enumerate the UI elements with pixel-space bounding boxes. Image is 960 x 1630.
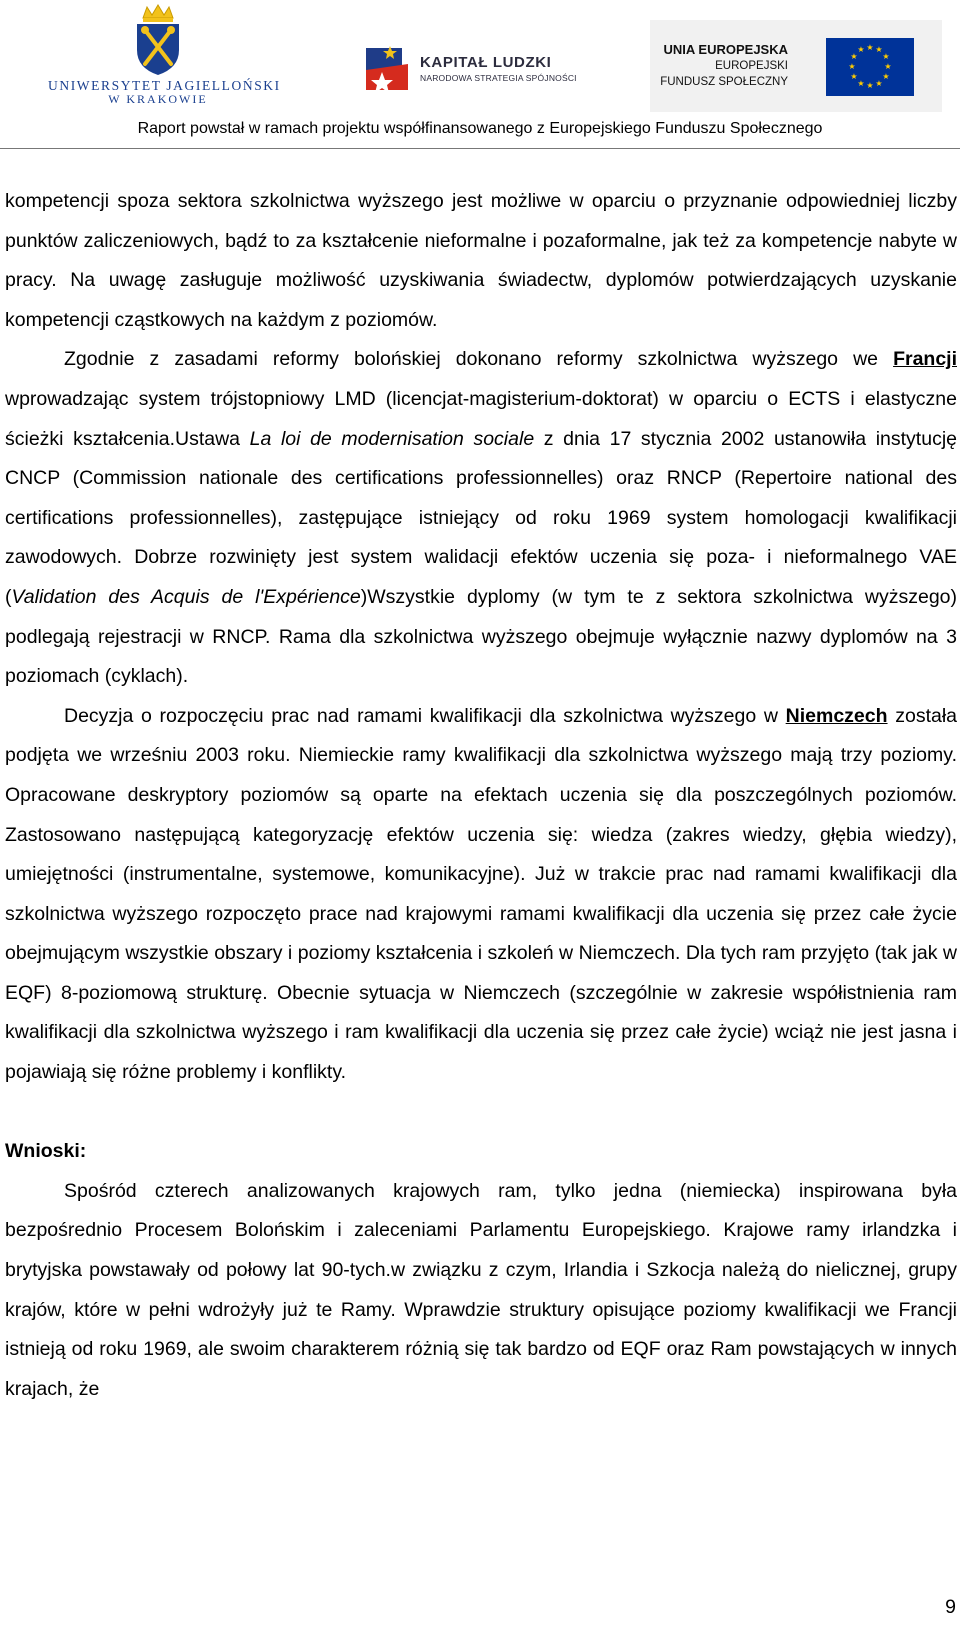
paragraph-1: kompetencji spoza sektora szkolnictwa wyższego jest możliwe w oparciu o przyznanie odpowiedniej liczby punktów zaliczeniowych, bądź to za kształcenie nieformalne i pozaformalne, jak też za kompetencje nabyte w pracy. Na uwagę zasługuje możliwość uzyskiwania świadectw, dyplomów potwierdzających uzyskanie kompetencji cząstkowych na każdym z poziomów. bbox=[5, 190, 957, 331]
eu-flag-icon bbox=[826, 38, 914, 96]
paragraph-2-italic-2: Validation des Acquis de l'Expérience bbox=[11, 585, 361, 608]
uj-name: UNIWERSYTET JAGIELLOŃSKI bbox=[48, 78, 281, 93]
spacer bbox=[5, 1093, 957, 1133]
svg-text:★: ★ bbox=[875, 79, 883, 88]
paragraph-3 bbox=[5, 697, 957, 1093]
svg-text:★: ★ bbox=[857, 79, 865, 88]
svg-text:★: ★ bbox=[882, 52, 890, 61]
header-divider bbox=[0, 148, 960, 149]
svg-text:★: ★ bbox=[848, 62, 856, 71]
eu-line1: UNIA EUROPEJSKA bbox=[663, 42, 788, 57]
svg-text:★: ★ bbox=[850, 72, 858, 81]
paragraph-2-italic-1: La loi de modernisation sociale bbox=[249, 427, 535, 450]
kapital-ludzki-title: KAPITAŁ LUDZKI bbox=[420, 54, 552, 71]
header-caption: Raport powstał w ramach projektu współfinansowanego z Europejskiego Funduszu Społecznego bbox=[137, 120, 823, 137]
paragraph-2-text-b: wprowadzając system trójstopniowy LMD (licencjat-magisterium-doktorat) w oparciu o ECTS i elastyczne ścieżki kształcenia.Ustawa bbox=[5, 387, 957, 450]
eu-line3: FUNDUSZ SPOŁECZNY bbox=[660, 76, 788, 88]
page-number: 9 bbox=[945, 1596, 956, 1618]
svg-text:★: ★ bbox=[875, 45, 883, 54]
niemcy-link[interactable]: Niemczech bbox=[785, 704, 888, 727]
kapital-ludzki-subtitle: NARODOWA STRATEGIA SPÓJNOŚCI bbox=[420, 73, 577, 83]
svg-text:★: ★ bbox=[866, 43, 874, 52]
kapital-ludzki-logo bbox=[362, 42, 602, 96]
svg-text:★: ★ bbox=[866, 81, 874, 90]
eu-line2: EUROPEJSKI bbox=[715, 60, 788, 72]
page-header bbox=[0, 0, 960, 135]
uj-city: W KRAKOWIE bbox=[108, 92, 208, 106]
kapital-ludzki-emblem-icon bbox=[362, 42, 414, 94]
paragraph-2-text-d: )Wszystkie dyplomy (w tym te z sektora szkolnictwa wyższego) podlegają rejestracji w RNCP. Rama dla szkolnictwa wyższego obejmuje wyłącznie nazwy dyplomów na 3 poziomach (cyklach). bbox=[5, 585, 958, 688]
uj-crest-icon bbox=[123, 4, 193, 76]
paragraph-3-text-b: została podjęta we wrześniu 2003 roku. Niemieckie ramy kwalifikacji dla szkolnictwa wyższego mają trzy poziomy. Opracowane deskryptory poziomów są oparte na efektach uczenia się dla poszczególnych poziomów. Zastosowano następującą kategoryzację efektów uczenia się: wiedza (zakres wiedzy, głębia wiedzy), umiejętności (instrumentalne, systemowe, komunikacyjne). Już w trakcie prac nad ramami kwalifikacji dla szkolnictwa wyższego rozpoczęto prace nad krajowymi ramami kwalifikacji dla uczenia się przez całe życie obejmującym wszystkie obszary i poziomy kształcenia i szkoleń w Niemczech. Dla tych ram przyjęto (tak jak w EQF) 8-poziomową strukturę. Obecnie sytuacja w Niemczech (szczególnie w zakresie współistnienia ram kwalifikacji dla szkolnictwa wyższego i ram kwalifikacji dla uczenia się przez całe życie) wciąż nie jest jasna i pojawiają się różne problemy i konflikty. bbox=[5, 704, 958, 1084]
paragraph-3-text-a: Decyzja o rozpoczęciu prac nad ramami kwalifikacji dla szkolnictwa wyższego w bbox=[64, 704, 786, 727]
eu-efs-logo bbox=[650, 20, 942, 112]
uj-logo bbox=[48, 4, 281, 106]
eu-text bbox=[658, 42, 788, 90]
svg-text:★: ★ bbox=[850, 52, 858, 61]
paragraph-2 bbox=[5, 340, 957, 696]
paragraph-2-text-a: Zgodnie z zasadami reformy bolońskiej dokonano reformy szkolnictwa wyższego we bbox=[64, 348, 894, 371]
svg-text:★: ★ bbox=[884, 62, 892, 71]
paragraph-4: Spośród czterech analizowanych krajowych ram, tylko jedna (niemiecka) inspirowana była bezpośrednio Procesem Bolońskim i zaleceniami Parlamentu Europejskiego. Krajowe ramy irlandzka i brytyjska powstawały od połowy lat 90-tych.w związku z czym, Irlandia i Szkocja należą do nielicznej, grupy krajów, które w pełni wdrożyły już te Ramy. Wprawdzie struktury opisujące poziomy kwalifikacji we Francji istnieją od roku 1969, ale swoim charakterem różnią się tak bardzo od EQF oraz Ram powstających w innych krajach, że bbox=[5, 1179, 957, 1400]
document-body bbox=[5, 182, 957, 1409]
conclusions-heading: Wnioski: bbox=[5, 1140, 87, 1163]
paragraph-2-text-c: z dnia 17 stycznia 2002 ustanowiła instytucję CNCP (Commission nationale des certifications professionnelles) oraz RNCP (Repertoire national des certifications professionnelles), zastępujące istniejący od roku 1969 system homologacji kwalifikacji zawodowych. Dobrze rozwinięty jest system walidacji efektów uczenia się poza- i nieformalnego VAE ( bbox=[5, 427, 958, 608]
svg-text:★: ★ bbox=[857, 45, 865, 54]
francja-link[interactable]: Francji bbox=[893, 348, 957, 371]
svg-text:★: ★ bbox=[882, 72, 890, 81]
